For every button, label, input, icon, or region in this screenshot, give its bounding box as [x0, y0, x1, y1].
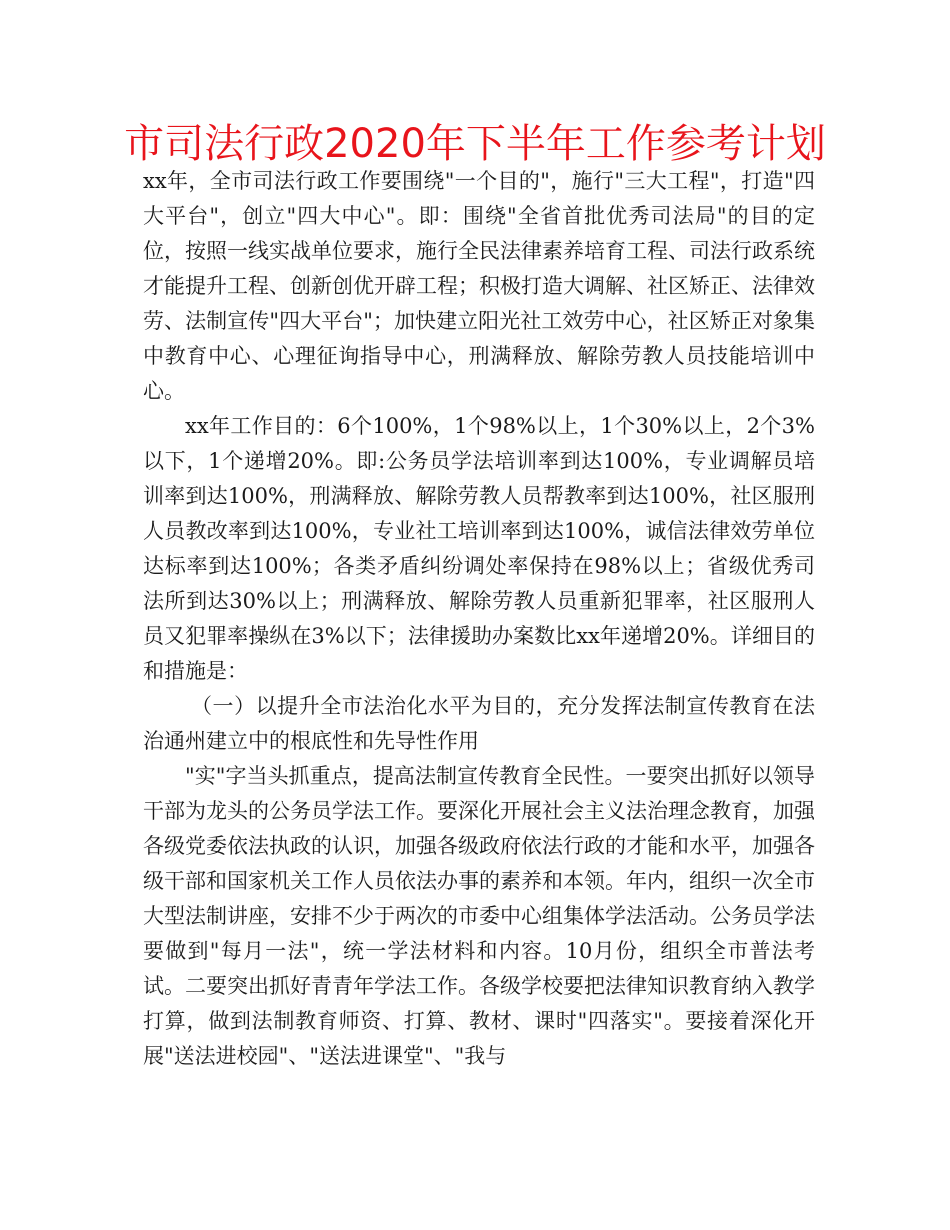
document-body [143, 164, 815, 1074]
paragraph-intro: xx年，全市司法行政工作要围绕"一个目的"，施行"三大工程"，打造"四大平台"，创立"四大中心"。即：围绕"全省首批优秀司法局"的目的定位，按照一线实战单位要求，施行全民法律素养培育工程、司法行政系统才能提升工程、创新创优开辟工程；积极打造大调解、社区矫正、法律效劳、法制宣传"四大平台"；加快建立阳光社工效劳中心，社区矫正对象集中教育中心、心理征询指导中心，刑满释放、解除劳教人员技能培训中心。 [143, 169, 815, 403]
paragraph-goals: xx年工作目的：6个100%，1个98%以上，1个30%以上，2个3%以下，1个递增20%。即:公务员学法培训率到达100%，专业调解员培训率到达100%，刑满释放、解除劳教人员帮教率到达100%，社区服刑人员教改率到达100%，专业社工培训率到达100%，诚信法律效劳单位达标率到达100%；各类矛盾纠纷调处率保持在98%以上；省级优秀司法所到达30%以上；刑满释放、解除劳教人员重新犯罪率，社区服刑人员又犯罪率操纵在3%以下；法律援助办案数比xx年递增20%。详细目的和措施是： [143, 414, 815, 683]
document-title: 市司法行政2020年下半年工作参考计划 [124, 121, 826, 167]
paragraph-legal-education: "实"字当头抓重点，提高法制宣传教育全民性。一要突出抓好以领导干部为龙头的公务员学法工作。要深化开展社会主义法治理念教育，加强各级党委依法执政的认识，加强各级政府依法行政的才能和水平，加强各级干部和国家机关工作人员依法办事的素养和本领。年内，组织一次全市大型法制讲座，安排不少于两次的市委中心组集体学法活动。公务员学法要做到"每月一法"，统一学法材料和内容。10月份，组织全市普法考试。二要突出抓好青青年学法工作。各级学校要把法律知识教育纳入教学打算，做到法制教育师资、打算、教材、课时"四落实"。要接着深化开展"送法进校园"、"送法进课堂"、"我与 [143, 764, 815, 1068]
section-heading-1: （一）以提升全市法治化水平为目的，充分发挥法制宣传教育在法治通州建立中的根底性和先导性作用 [143, 694, 815, 753]
